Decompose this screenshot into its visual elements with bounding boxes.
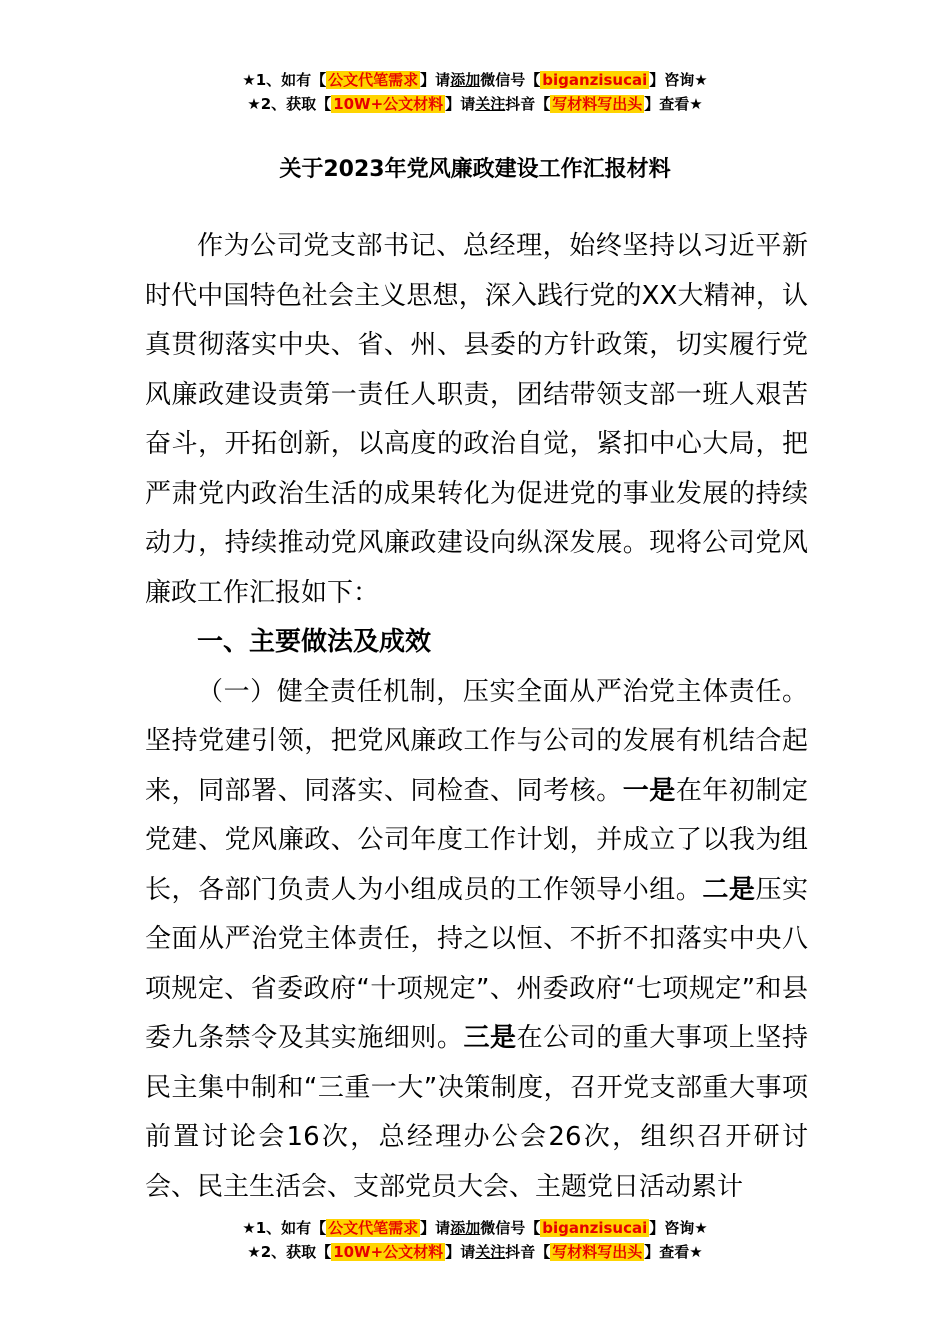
promo-text: ★2、获取【 — [247, 1243, 332, 1261]
promo-line-1 — [0, 68, 950, 92]
promo-underline: 关注 — [475, 95, 506, 113]
bold-marker: 二是 — [702, 874, 756, 905]
promo-text: 微信号【 — [480, 1219, 541, 1237]
promo-text: 】咨询★ — [649, 71, 708, 89]
intro-paragraph: 作为公司党支部书记、总经理，始终坚持以习近平新时代中国特色社会主义思想，深入践行党的XX大精神，认真贯彻落实中央、省、州、县委的方针政策，切实履行党风廉政建设责第一责任人职责，团结带领支部一班人艰苦奋斗，开拓创新，以高度的政治自觉，紧扣中心大局，把严肃党内政治生活的成果转化为促进党的事业发展的持续动力，持续推动党风廉政建设向纵深发展。现将公司党风廉政工作汇报如下： — [145, 231, 808, 608]
paragraph-text: （一）健全责任机制，压实全面从严治党主体责任。坚持党建引领，把党风廉政工作与公司的发展有机结合起来，同部署、同落实、同检查、同考核。 — [145, 676, 808, 806]
bold-marker: 一是 — [622, 775, 676, 806]
promo-line-2 — [0, 92, 950, 116]
promo-highlight: 公文代笔需求 — [328, 1219, 419, 1237]
paragraph-text: 在年初制定党建、党风廉政、公司年度工作计划，并成立了以我为组长，各部门负责人为小组成员的工作领导小组。 — [145, 775, 808, 905]
promo-highlight: biganzisucai — [542, 1219, 648, 1237]
promo-banner-top — [0, 68, 950, 116]
promo-highlight: 10W+公文材料 — [333, 1243, 444, 1261]
promo-text: 】请 — [445, 95, 476, 113]
promo-text: 】查看★ — [644, 1243, 703, 1261]
promo-text: 抖音【 — [505, 95, 551, 113]
promo-highlight: biganzisucai — [542, 71, 648, 89]
body-paragraph — [145, 668, 808, 1213]
promo-text: ★2、获取【 — [247, 95, 332, 113]
document-title: 关于2023年党风廉政建设工作汇报材料 — [279, 157, 671, 182]
promo-highlight: 10W+公文材料 — [333, 95, 444, 113]
promo-text: 】请 — [445, 1243, 476, 1261]
promo-highlight: 写材料写出头 — [552, 95, 643, 113]
promo-highlight: 写材料写出头 — [552, 1243, 643, 1261]
promo-highlight: 公文代笔需求 — [328, 71, 419, 89]
document-body — [145, 222, 808, 1212]
paragraph-text: 压实全面从严治党主体责任，持之以恒、不折不扣落实中央八项规定、省委政府“十项规定”、州委政府“七项规定”和县委九条禁令及其实施细则。 — [145, 874, 808, 1053]
section-heading: 一、主要做法及成效 — [197, 627, 432, 657]
promo-text: ★1、如有【 — [242, 71, 327, 89]
promo-text: 】咨询★ — [649, 1219, 708, 1237]
paragraph-text: 在公司的重大事项上坚持民主集中制和“三重一大”决策制度，召开党支部重大事项前置讨论会16次，总经理办公会26次，组织召开研讨会、民主生活会、支部党员大会、主题党日活动累计 — [145, 1023, 808, 1202]
promo-underline: 添加 — [450, 1219, 481, 1237]
promo-text: 微信号【 — [480, 71, 541, 89]
promo-text: ★1、如有【 — [242, 1219, 327, 1237]
promo-line-1 — [0, 1216, 950, 1240]
promo-text: 】请 — [420, 71, 451, 89]
promo-line-2 — [0, 1240, 950, 1264]
promo-text: 抖音【 — [505, 1243, 551, 1261]
promo-text: 】请 — [420, 1219, 451, 1237]
promo-banner-bottom — [0, 1216, 950, 1264]
bold-marker: 三是 — [463, 1023, 517, 1053]
promo-text: 】查看★ — [644, 95, 703, 113]
promo-underline: 添加 — [450, 71, 481, 89]
promo-underline: 关注 — [475, 1243, 506, 1261]
